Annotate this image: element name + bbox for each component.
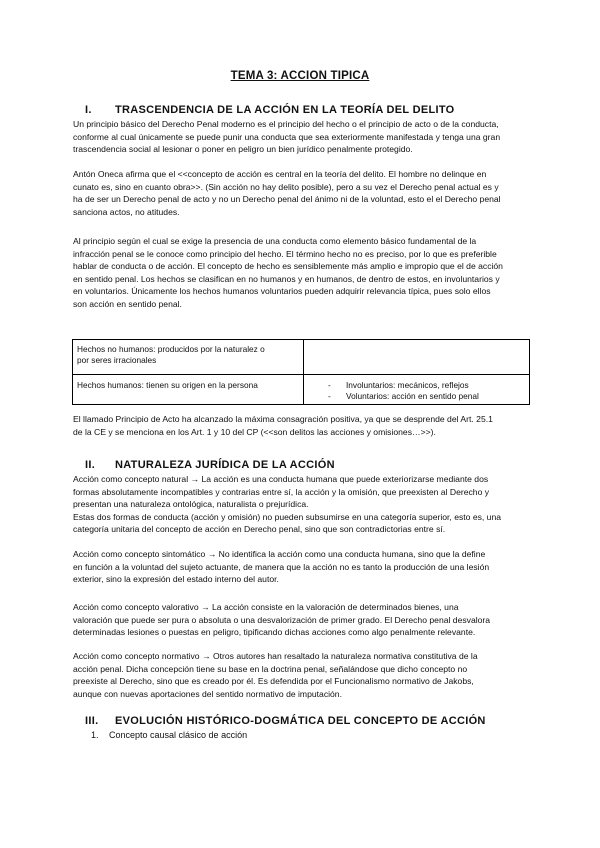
- text-line: preexiste al Derecho, sino que es creado por él. Es defendida por el Funcionalismo normativo de Jakobs,: [73, 676, 474, 687]
- list-item-label: Concepto causal clásico de acción: [109, 730, 248, 740]
- table-row: [73, 340, 530, 375]
- text-line: formas absolutamente incompatibles y contrarias entre sí, la acción y la omisión, que preexisten al Derecho y: [73, 486, 490, 497]
- paragraph: [73, 168, 533, 218]
- text-line: acción penal. Dicha concepción tiene su base en la doctrina penal, señalándose que dicho concepto no: [73, 663, 468, 674]
- bullet-item: - Involuntarios: mecánicos, reflejos: [326, 380, 525, 391]
- text-line: Al principio según el cual se exige la presencia de una conducta como elemento básico fundamental de la: [73, 236, 477, 246]
- cell-text: Hechos humanos: tienen su origen en la persona: [77, 380, 258, 390]
- section-number: II.: [85, 459, 96, 471]
- section-heading-1: [85, 104, 455, 116]
- section-title: NATURALEZA JURÍDICA DE LA ACCIÓN: [115, 459, 335, 471]
- document-title: TEMA 3: ACCION TIPICA: [230, 70, 370, 82]
- section-title: TRASCENDENCIA DE LA ACCIÓN EN LA TEORÍA DEL DELITO: [115, 104, 455, 116]
- table-cell: [73, 340, 304, 375]
- table-row: [73, 375, 530, 405]
- table-cell: [73, 375, 304, 405]
- text-line: en función a la voluntad del sujeto actuante, de manera que la acción no es tanto la producción de una lesión: [73, 561, 490, 572]
- text-line: El llamado Principio de Acto ha alcanzado la máxima consagración positiva, ya que se desprende del Art. 25.1: [73, 414, 493, 424]
- numbered-list-item: [91, 730, 247, 740]
- cell-text: por seres irracionales: [77, 354, 157, 365]
- text-line: categoría unitaria del concepto de acción en Derecho penal, sino que son contradictorias entre sí.: [73, 524, 446, 535]
- text-line: Antón Oneca afirma que el <<concepto de acción es central en la teoría del delito. El hombre no delinque en: [73, 169, 487, 179]
- text-line: trascendencia social al lesionar o poner en peligro un bien jurídico penalmente protegido.: [73, 144, 413, 155]
- section-number: I.: [85, 104, 92, 116]
- section-title: EVOLUCIÓN HISTÓRICO-DOGMÁTICA DEL CONCEPTO DE ACCIÓN: [115, 715, 486, 727]
- section-heading-3: [85, 715, 486, 727]
- text-line: de la CE y se menciona en los Art. 1 y 10 del CP (<<son delitos las acciones y omisiones…>>).: [73, 426, 436, 437]
- text-line: cunato es, sino en cuanto obra>>. (Sin acción no hay delito posible), pero a su vez el Derecho penal actual es y: [73, 181, 499, 192]
- text-line: en sentido penal. Los hechos se clasifican en no humanos y en humanos, de dentro de estos, en involuntarios y: [73, 273, 500, 284]
- text-line: presentan una naturaleza ontológica, naturalista o prejurídica.: [73, 499, 309, 510]
- text-line: Acción como concepto sintomático → No identifica la acción como una conducta humana, sino que la define: [73, 549, 486, 559]
- text-line: hablar de conducta o de acción. El concepto de hecho es sensiblemente más amplio e impropio que el de acción: [73, 261, 503, 272]
- paragraph: [73, 413, 533, 438]
- text-line: determinadas lesiones o puestas en peligro, tipificando dichas acciones como algo penalmente relevante.: [73, 627, 476, 638]
- text-line: son acción en sentido penal.: [73, 298, 182, 309]
- paragraph: [73, 118, 533, 156]
- cell-text: Hechos no humanos: producidos por la naturalez o: [77, 344, 265, 354]
- text-line: Estas dos formas de conducta (acción y omisión) no pueden subsumirse en una categoría superior, esto es, una: [73, 511, 502, 522]
- paragraph: [73, 601, 533, 639]
- paragraph: [73, 650, 533, 700]
- paragraph: [73, 473, 533, 536]
- text-line: Acción como concepto natural → La acción es una conducta humana que puede exteriorizarse mediante dos: [73, 474, 489, 484]
- text-line: conforme al cual únicamente se puede punir una conducta que sea exteriormente manifestada y tenga una gran: [73, 131, 501, 142]
- section-heading-2: [85, 459, 335, 471]
- text-line: valoración que puede ser pura o absoluta o una desvalorización de primer grado. El Derecho penal desvalora: [73, 614, 491, 625]
- table-cell: [304, 375, 530, 405]
- text-line: Un principio básico del Derecho Penal moderno es el principio del hecho o el principio de acto o de la conducta,: [73, 119, 499, 129]
- text-line: en voluntarios. Únicamente los hechos humanos voluntarios pueden adquirir relevancia típica, pues solo ellos: [73, 286, 491, 297]
- table-cell: [304, 340, 530, 375]
- list-number: 1.: [91, 730, 99, 740]
- text-line: infracción penal se le conoce como principio del hecho. El término hecho no es preciso, por lo que es preferible: [73, 248, 497, 259]
- text-line: sanciona actos, no atitudes.: [73, 206, 180, 217]
- text-line: aunque con nuevas aportaciones del sentido normativo de imputación.: [73, 688, 342, 699]
- facts-table: [72, 339, 530, 405]
- paragraph: [73, 548, 533, 586]
- bullet-item: - Voluntarios: acción en sentido penal: [326, 391, 525, 402]
- paragraph: [73, 235, 533, 311]
- text-line: exterior, sino la expresión del estado interno del autor.: [73, 574, 279, 585]
- text-line: Acción como concepto valorativo → La acción consiste en la valoración de determinados bienes, una: [73, 602, 459, 612]
- section-number: III.: [85, 715, 99, 727]
- text-line: Acción como concepto normativo → Otros autores han resaltado la naturaleza normativa constitutiva de la: [73, 651, 478, 661]
- text-line: ha de ser un Derecho penal de acto y no un Derecho penal del ánimo ni de la voluntad, esto el el Derecho penal: [73, 194, 501, 205]
